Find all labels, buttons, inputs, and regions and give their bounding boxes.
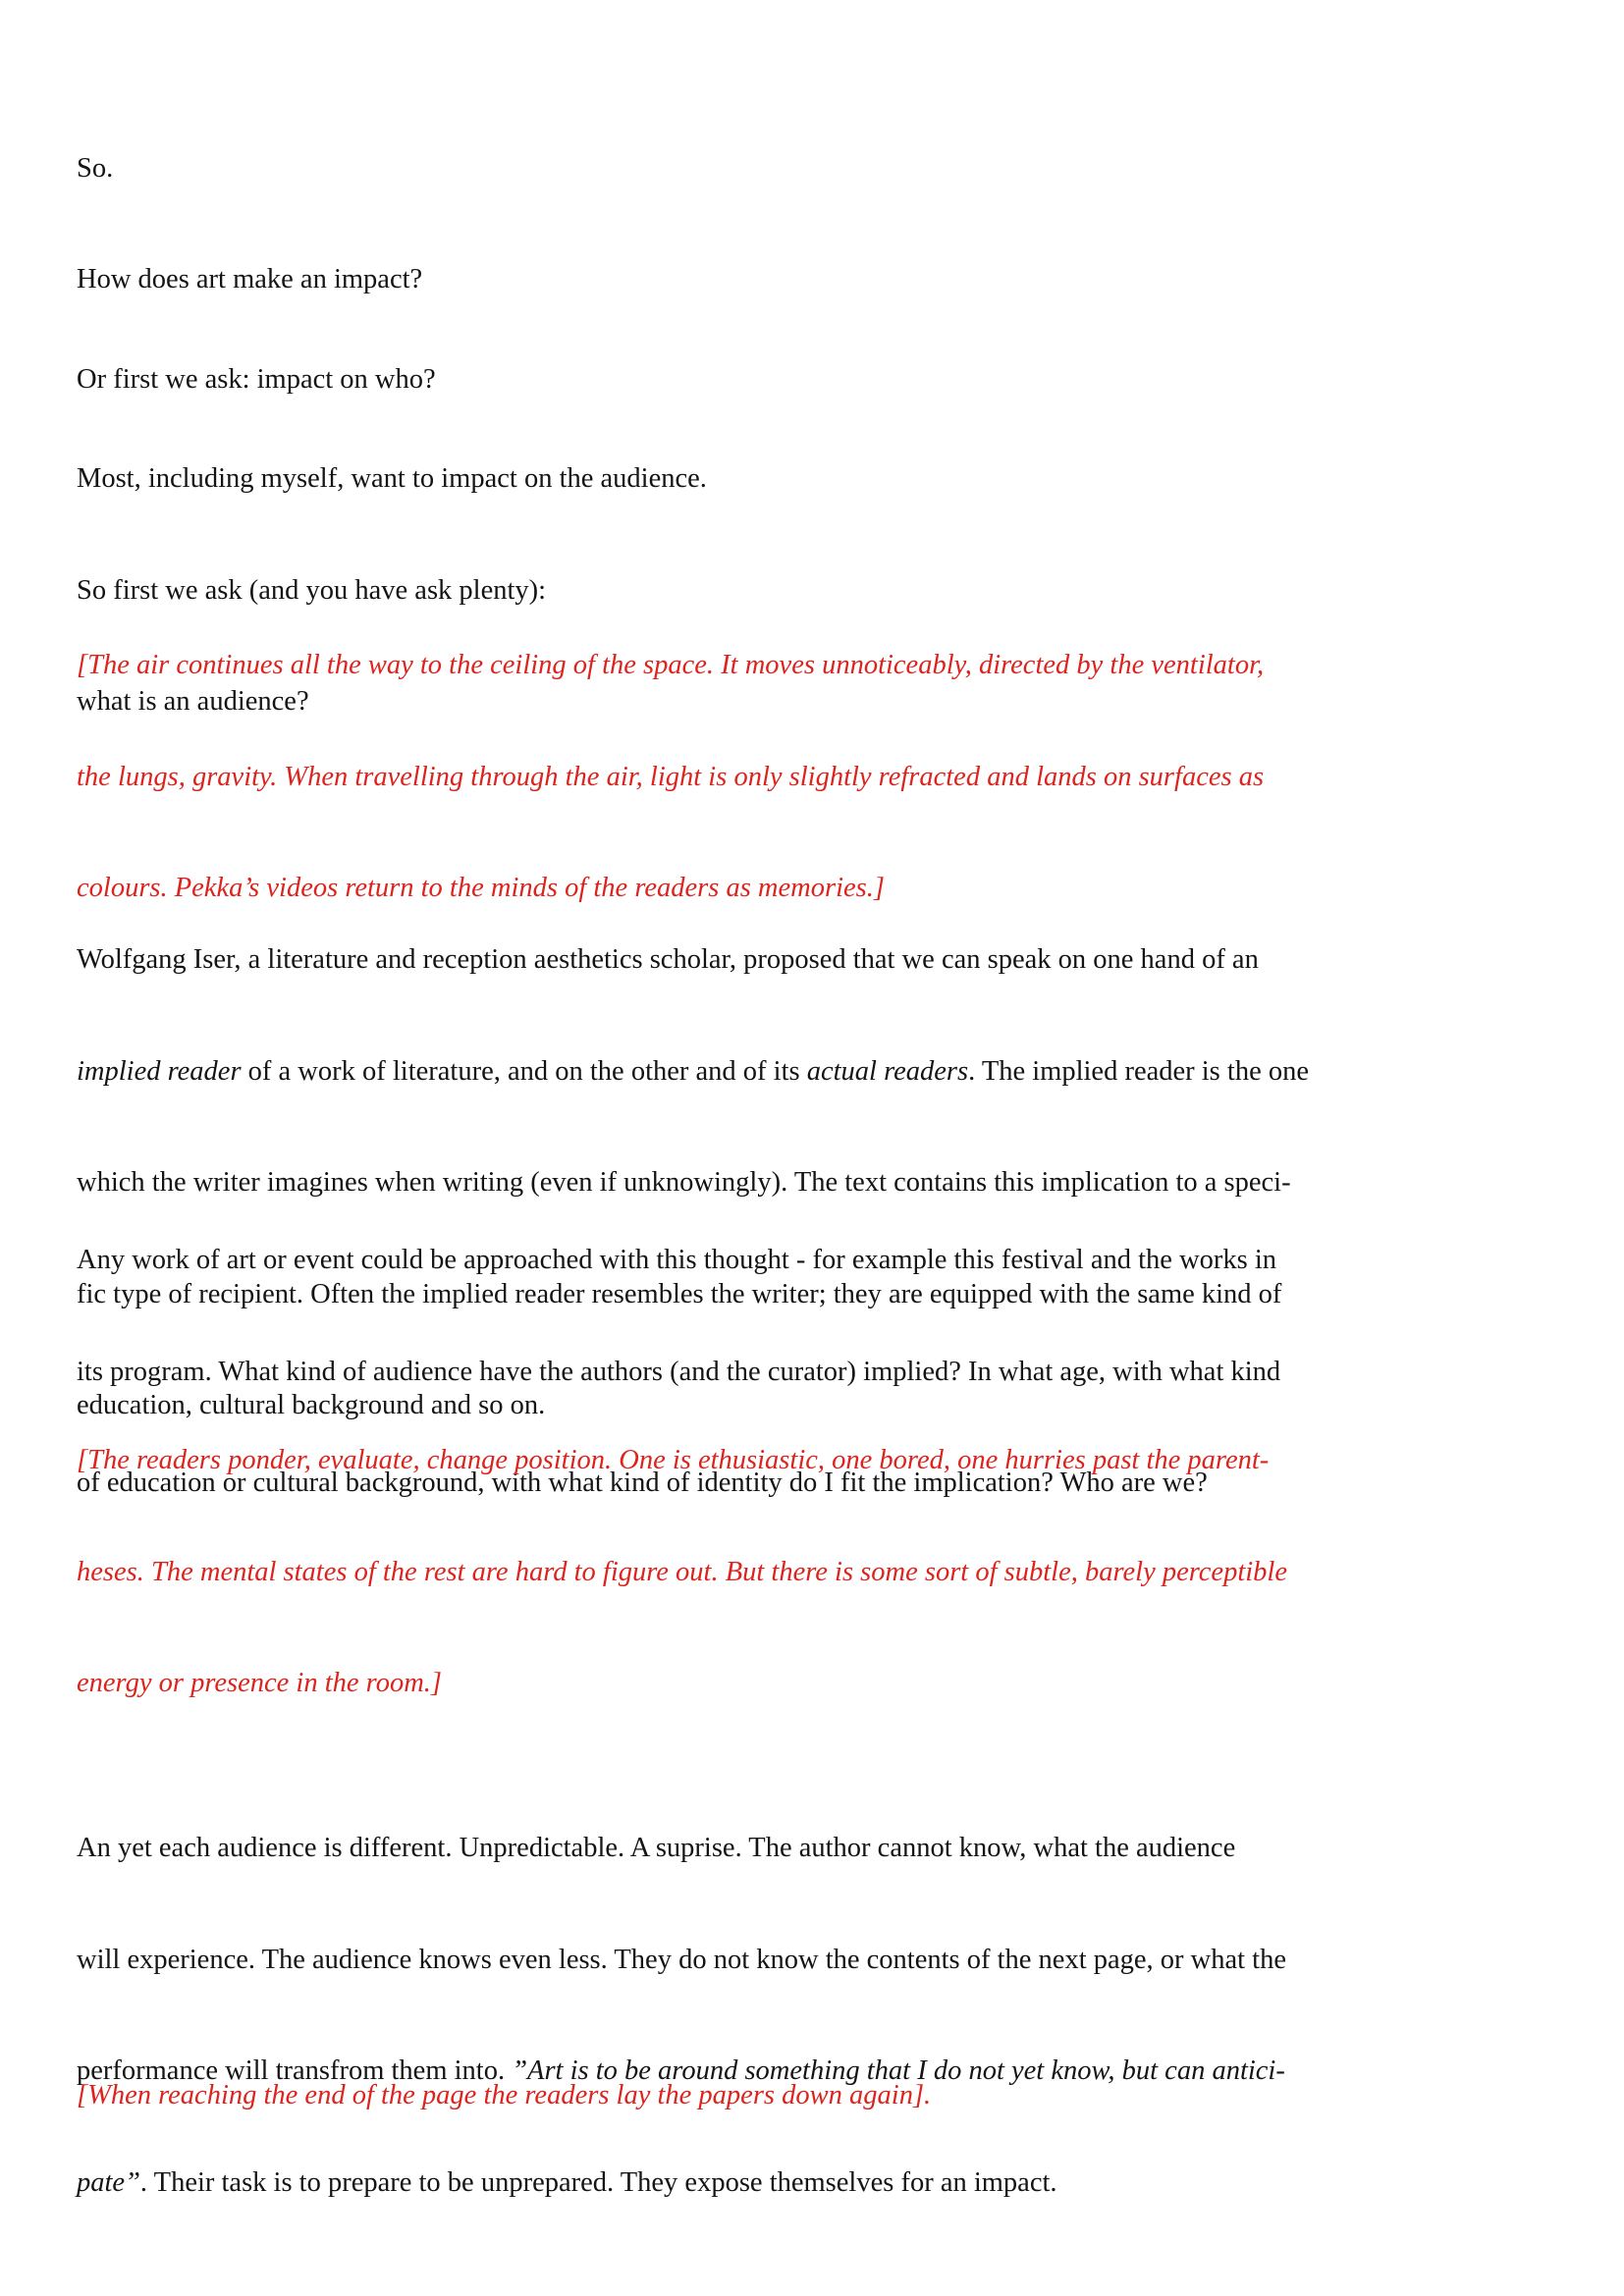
text-line: what is an audience?	[77, 686, 309, 717]
text-line: How does art make an impact?	[77, 264, 423, 294]
text-line: colours. Pekka’s videos return to the minds of the readers as memories.]	[77, 873, 885, 903]
text-line: Or first we ask: impact on who?	[77, 364, 436, 395]
text-line: [The readers ponder, evaluate, change position. One is ethusiastic, one bored, one hurries past the parent-	[77, 1445, 1270, 1475]
text-segment: . Their task is to prepare to be unprepared. They expose themselves for an impact.	[139, 2166, 1057, 2198]
text-line: fic type of recipient. Often the implied reader resembles the writer; they are equipped with the same kind of	[77, 1278, 1282, 1309]
text-line: Wolfgang Iser, a literature and reception aesthetics scholar, proposed that we can speak on one hand of an	[77, 944, 1259, 975]
text-line: An yet each audience is different. Unpredictable. A suprise. The author cannot know, what the audience	[77, 1833, 1236, 1863]
text-line: Most, including myself, want to impact on the audience.	[77, 463, 707, 494]
text-line: of education or cultural background, with what kind of identity do I fit the implication? Who are we?	[77, 1468, 1208, 1498]
italic-term-implied-reader: implied reader	[77, 1055, 242, 1087]
italic-quote-art-end: pate”	[77, 2166, 140, 2198]
text-segment: of a work of literature, and on the other and of its	[241, 1055, 807, 1087]
text-line: So.	[77, 153, 114, 184]
text-line: its program. What kind of audience have the authors (and the curator) implied? In what age, with what kind	[77, 1356, 1281, 1387]
italic-term-actual-readers: actual readers	[806, 1055, 969, 1087]
stage-direction-readers	[77, 1373, 1287, 1771]
stage-direction-end-of-page	[77, 2008, 931, 2183]
text-line: So first we ask (and you have ask plenty):	[77, 574, 547, 606]
text-line: Any work of art or event could be approached with this thought - for example this festival and the works in	[77, 1245, 1277, 1275]
text-line: which the writer imagines when writing (even if unknowingly). The text contains this implication to a speci-	[77, 1167, 1291, 1198]
text-line: [The air continues all the way to the ceiling of the space. It moves unnoticeably, directed by the ventilator,	[77, 650, 1265, 680]
text-line: the lungs, gravity. When travelling through the air, light is only slightly refracted and lands on surfaces as	[77, 761, 1265, 792]
text-line: energy or presence in the room.]	[77, 1668, 442, 1698]
italic-quote-art: ”Art is to be around something that I do not yet know, but can antici-	[512, 2056, 1285, 2086]
text-line: heses. The mental states of the rest are hard to figure out. But there is some sort of subtle, barely perceptible	[77, 1556, 1287, 1587]
text-segment: performance will transfrom them into.	[77, 2056, 513, 2086]
text-line: education, cultural background and so on.	[77, 1390, 546, 1420]
text-line: [When reaching the end of the page the readers lay the papers down again].	[77, 2080, 932, 2110]
text-segment: . The implied reader is the one	[968, 1055, 1309, 1087]
text-line	[77, 1047, 1309, 1096]
text-line: will experience. The audience knows even less. They do not know the contents of the next page, or what the	[77, 1944, 1286, 1975]
